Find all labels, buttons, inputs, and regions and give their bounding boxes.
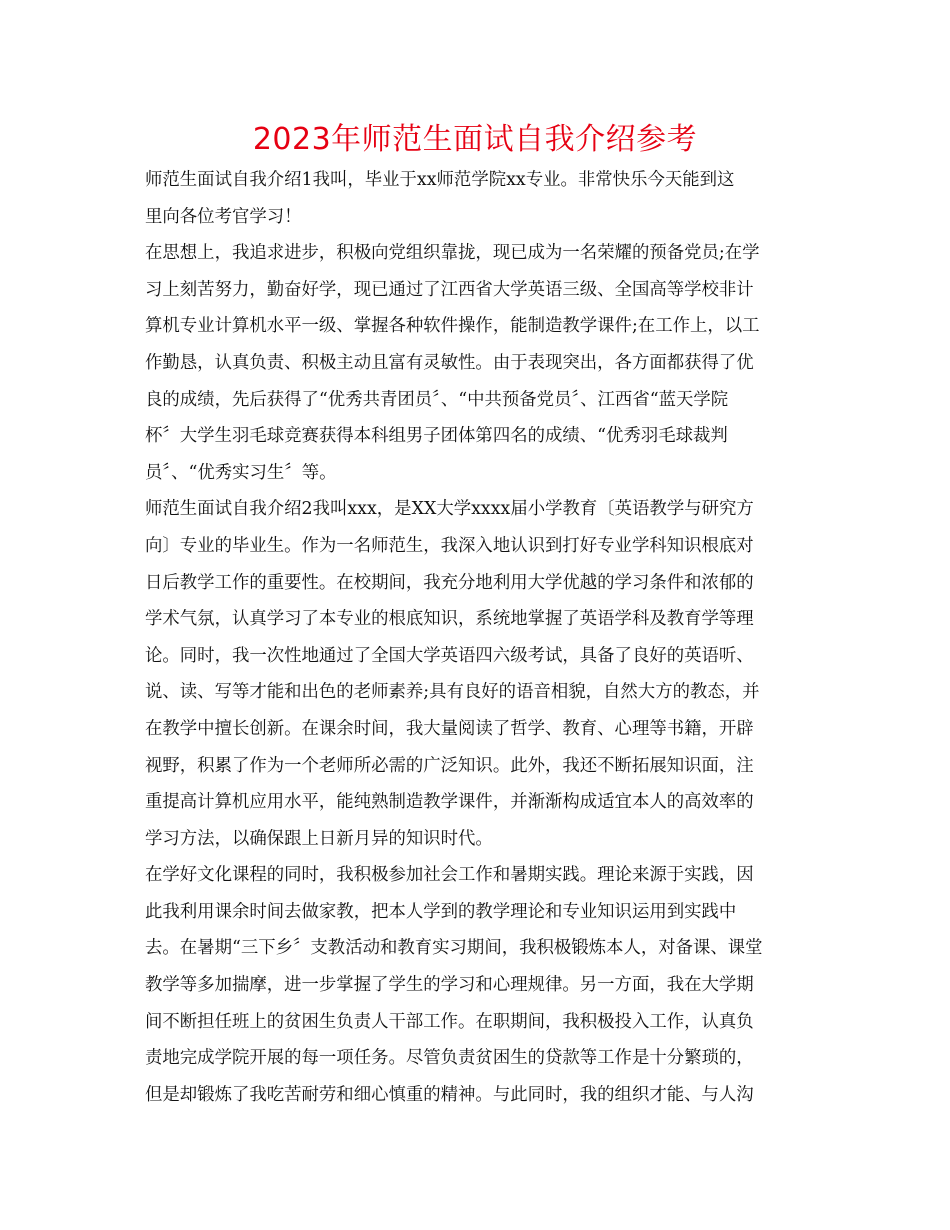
body-line: 论。同时，我一次性地通过了全国大学英语四六级考试，具备了良好的英语听、 [145, 645, 754, 666]
body-line: 视野，积累了作为一个老师所必需的广泛知识。此外，我还不断拓展知识面，注 [145, 755, 754, 776]
body-line: 师范生面试自我介绍1我叫，毕业于xx师范学院xx专业。非常快乐今天能到这 [145, 170, 735, 190]
body-line: 责地完成学院开展的每一项任务。尽管负责贫困生的贷款等工作是十分繁琐的， [145, 1048, 754, 1069]
body-line: 间不断担任班上的贫困生负责人干部工作。在职期间，我积极投入工作，认真负 [145, 1011, 754, 1032]
body-line: 里向各位考官学习！ [145, 206, 302, 227]
body-line: 此我利用课余时间去做家教，把本人学到的教学理论和专业知识运用到实践中 [145, 901, 737, 922]
body-line: 习上刻苦努力，勤奋好学，现已通过了江西省大学英语三级、全国高等学校非计 [145, 279, 754, 300]
body-line: 但是却锻炼了我吃苦耐劳和细心慎重的精神。与此同时，我的组织才能、与人沟 [145, 1084, 754, 1105]
body-line: 学术气氛，认真学习了本专业的根底知识，系统地掌握了英语学科及教育学等理 [145, 609, 754, 630]
body-line: 在学好文化课程的同时，我积极参加社会工作和暑期实践。理论来源于实践，因 [145, 865, 754, 886]
body-line: 算机专业计算机水平一级、掌握各种软件操作，能制造教学课件;在工作上，以工 [145, 316, 760, 337]
body-line: 去。在暑期“三下乡〞支教活动和教育实习期间，我积极锻炼本人，对备课、课堂 [145, 938, 763, 959]
body-line: 员〞、“优秀实习生〞等。 [145, 462, 337, 483]
body-line: 向〕专业的毕业生。作为一名师范生，我深入地认识到打好专业学科知识根底对 [145, 535, 754, 556]
body-line: 良的成绩，先后获得了“优秀共青团员〞、“中共预备党员〞、江西省“蓝天学院 [145, 389, 729, 410]
body-line: 学习方法，以确保跟上日新月异的知识时代。 [145, 828, 493, 849]
body-line: 作勤恳，认真负责、积极主动且富有灵敏性。由于表现突出，各方面都获得了优 [145, 352, 754, 373]
document-title: 2023年师范生面试自我介绍参考 [252, 122, 698, 157]
body-line: 日后教学工作的重要性。在校期间，我充分地利用大学优越的学习条件和浓郁的 [145, 572, 754, 593]
body-line: 在教学中擅长创新。在课余时间，我大量阅读了哲学、教育、心理等书籍，开辟 [145, 718, 754, 739]
body-line: 说、读、写等才能和出色的老师素养;具有良好的语音相貌，自然大方的教态，并 [145, 682, 760, 703]
body-line: 重提高计算机应用水平，能纯熟制造教学课件，并渐渐构成适宜本人的高效率的 [145, 792, 754, 813]
body-line: 在思想上，我追求进步，积极向党组织靠拢，现已成为一名荣耀的预备党员;在学 [145, 243, 760, 264]
body-line: 教学等多加揣摩，进一步掌握了学生的学习和心理规律。另一方面，我在大学期 [145, 975, 754, 996]
body-line: 师范生面试自我介绍2我叫xxx，是XX大学xxxx届小学教育〔英语教学与研究方 [145, 499, 754, 520]
body-line: 杯〞大学生羽毛球竞赛获得本科组男子团体第四名的成绩、“优秀羽毛球裁判 [145, 426, 728, 447]
document-body [145, 162, 810, 1113]
